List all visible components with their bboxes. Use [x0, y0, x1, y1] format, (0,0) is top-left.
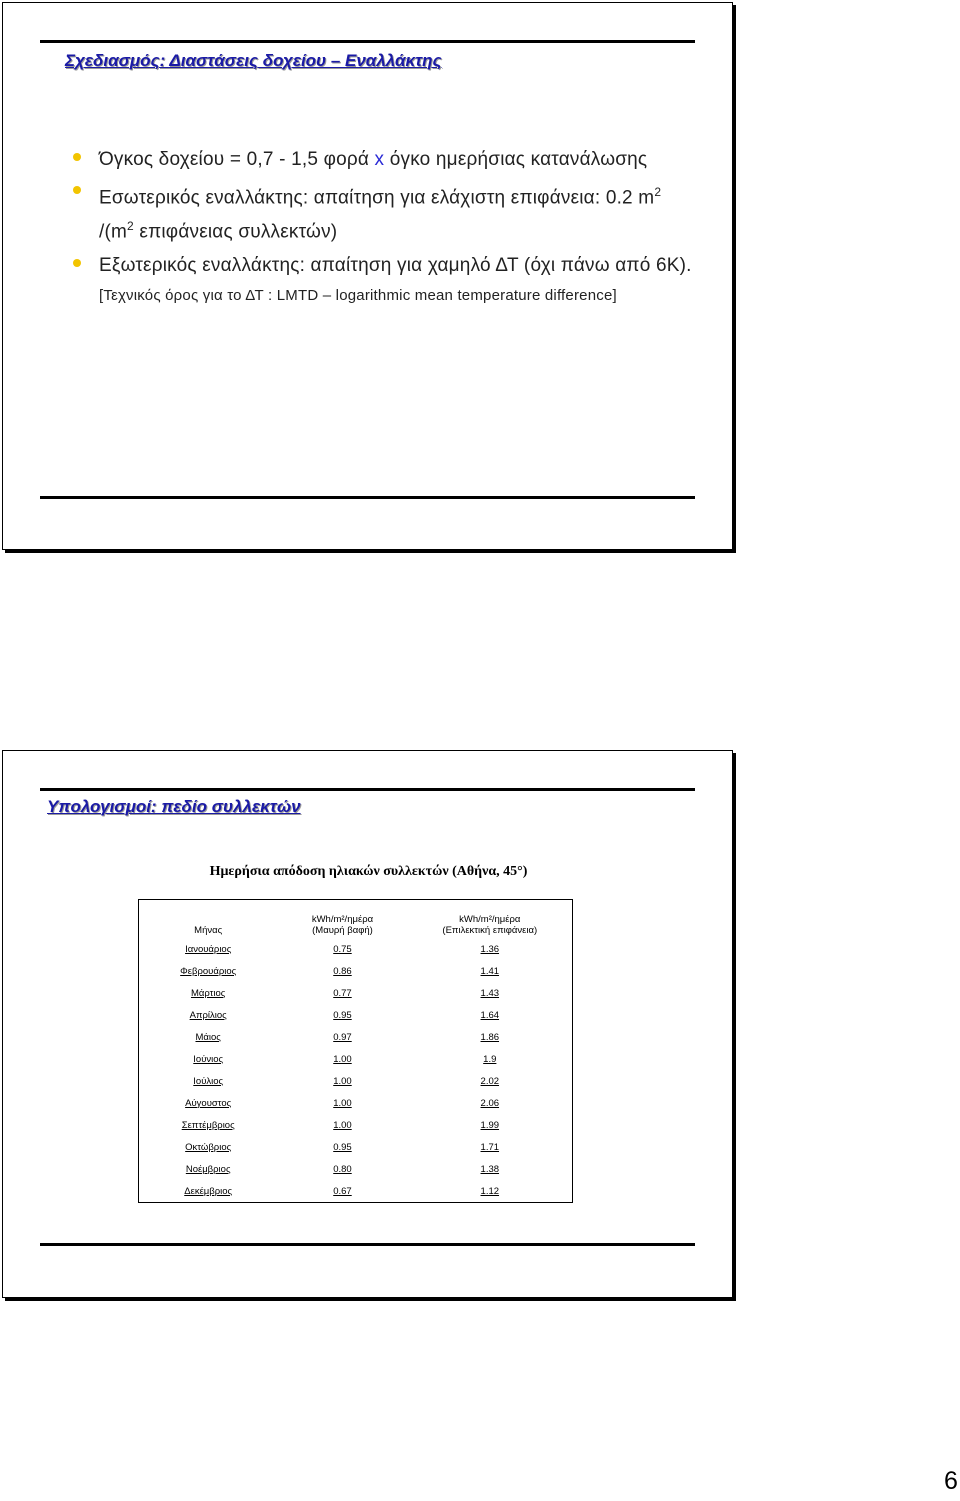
bullet-text: επιφάνειας συλλεκτών): [133, 221, 338, 243]
slide-design-tank-exchanger: [2, 2, 733, 550]
top-rule: [40, 40, 695, 43]
bullet-text: όγκο ημερήσιας κατανάλωσης: [384, 149, 648, 170]
selective-cell: 2.02: [480, 1075, 500, 1087]
black-paint-cell: 0.95: [333, 1141, 352, 1153]
header-unit: kWh/m²/ημέρα: [311, 914, 374, 925]
selective-cell: 1.38: [480, 1163, 500, 1175]
slide-collector-field: [2, 750, 733, 1298]
black-paint-cell: 0.75: [333, 943, 352, 955]
month-cell: Ιούνιος: [193, 1053, 224, 1065]
selective-cell: 1.86: [480, 1031, 500, 1043]
month-cell: Αύγουστος: [185, 1097, 232, 1109]
selective-cell: 1.71: [480, 1141, 500, 1153]
table-row: [139, 1114, 573, 1136]
bullet-list: [73, 145, 693, 314]
selective-cell: 1.9: [483, 1053, 497, 1065]
month-cell: Νοέμβριος: [185, 1163, 231, 1175]
table-row: [139, 1136, 573, 1158]
bullet-dot-icon: [73, 186, 81, 194]
black-paint-cell: 0.77: [333, 987, 352, 999]
bullet-dot-icon: [73, 153, 81, 161]
bullet-text: Εξωτερικός εναλλάκτης: απαίτηση για χαμηλό ΔΤ (όχι πάνω από 6Κ).: [99, 254, 692, 276]
table-header-row: [139, 900, 573, 939]
table-row: [139, 1070, 573, 1092]
header-selective-surface: [408, 900, 573, 939]
table-row: [139, 1026, 573, 1048]
table-row: [139, 960, 573, 982]
black-paint-cell: 1.00: [333, 1097, 352, 1109]
black-paint-cell: 0.67: [333, 1185, 352, 1197]
bullet-tank-volume: [73, 145, 693, 174]
superscript: 2: [127, 219, 134, 234]
black-paint-cell: 0.80: [333, 1163, 352, 1175]
table-row: [139, 1158, 573, 1180]
bullet-dot-icon: [73, 259, 81, 267]
selective-cell: 1.64: [480, 1009, 500, 1021]
table-row: [139, 1004, 573, 1026]
month-cell: Μάρτιος: [190, 987, 226, 999]
month-cell: Απρίλιος: [189, 1009, 227, 1021]
bullet-internal-exchanger: [73, 178, 693, 247]
header-sub: (Επιλεκτική επιφάνεια): [442, 925, 538, 936]
slide-title: Σχεδιασμός: Διαστάσεις δοχείου – Εναλλάκτης: [65, 51, 442, 70]
selective-cell: 1.36: [480, 943, 500, 955]
black-paint-cell: 0.86: [333, 965, 352, 977]
table-row: [139, 938, 573, 960]
black-paint-cell: 1.00: [333, 1119, 352, 1131]
header-black-paint: [277, 900, 407, 939]
selective-cell: 1.99: [480, 1119, 500, 1131]
header-month: Μήνας: [194, 925, 223, 936]
table-row: [139, 1092, 573, 1114]
bullet-text: Εσωτερικός εναλλάκτης: απαίτηση για ελάχιστη επιφάνεια: 0.2 m: [99, 187, 655, 209]
header-sub: (Μαυρή βαφή): [312, 925, 373, 936]
black-paint-cell: 0.95: [333, 1009, 352, 1021]
table-row: [139, 1048, 573, 1070]
bullet-text: /(m: [99, 221, 128, 243]
top-rule: [40, 788, 695, 791]
month-cell: Οκτώβριος: [185, 1141, 232, 1153]
month-cell: Σεπτέμβριος: [181, 1119, 235, 1131]
slide-title: Υπολογισμοί: πεδίο συλλεκτών: [47, 797, 301, 816]
solar-yield-table: [138, 899, 573, 1203]
bottom-rule: [40, 1243, 695, 1246]
black-paint-cell: 1.00: [333, 1053, 352, 1065]
bullet-text: Όγκος δοχείου = 0,7 - 1,5 φορά: [99, 149, 375, 170]
selective-cell: 1.12: [480, 1185, 500, 1197]
header-unit: kWh/m²/ημέρα: [459, 914, 521, 925]
black-paint-cell: 1.00: [333, 1075, 352, 1087]
page-number: 6: [944, 1467, 958, 1495]
month-cell: Ιανουάριος: [185, 943, 232, 955]
superscript: 2: [654, 185, 662, 199]
month-cell: Ιούλιος: [193, 1075, 224, 1087]
table-body: [139, 938, 573, 1203]
table-caption: Ημερήσια απόδοση ηλιακών συλλεκτών (Αθήνα, 45°): [209, 864, 528, 879]
bottom-rule: [40, 496, 695, 499]
bullet-external-exchanger: [73, 251, 693, 310]
selective-cell: 1.41: [480, 965, 500, 977]
month-cell: Δεκέμβριος: [184, 1185, 233, 1197]
month-cell: Μάιος: [195, 1031, 221, 1043]
table-row: [139, 1180, 573, 1203]
selective-cell: 1.43: [480, 987, 500, 999]
table-row: [139, 982, 573, 1004]
month-cell: Φεβρουάριος: [180, 965, 237, 977]
selective-cell: 2.06: [480, 1097, 500, 1109]
black-paint-cell: 0.97: [333, 1031, 352, 1043]
bullet-times: x: [374, 149, 385, 170]
bullet-note: [Τεχνικός όρος για το ΔΤ : LMTD – logarithmic mean temperature difference]: [99, 286, 617, 304]
